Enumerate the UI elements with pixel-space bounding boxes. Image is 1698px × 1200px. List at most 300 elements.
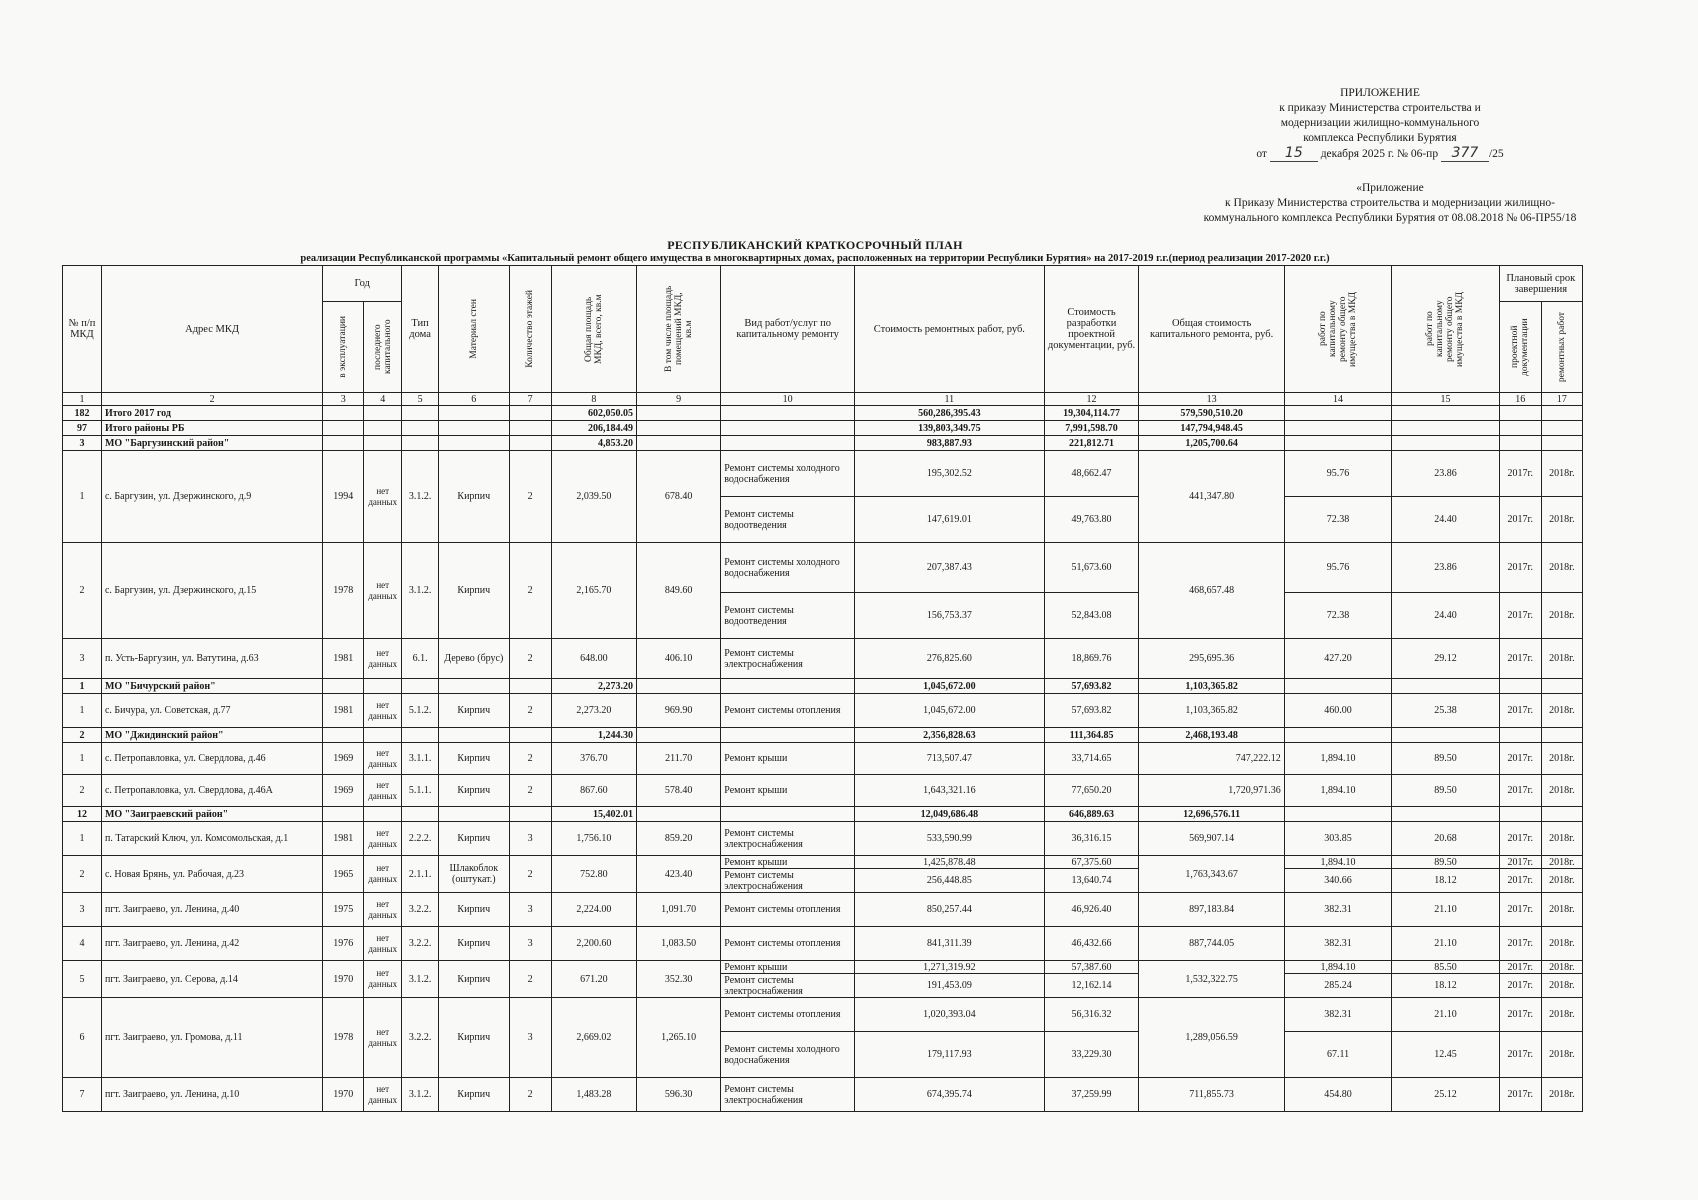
total-row-2017 xyxy=(63,406,1583,421)
unit-docs: 18.12 xyxy=(1392,974,1499,998)
work-type: Ремонт системы холодного водоснабжения xyxy=(721,451,855,497)
district-overall-cost: 1,103,365.82 xyxy=(1139,679,1284,694)
deadline-docs: 2017г. xyxy=(1499,893,1541,927)
house-year: 1981 xyxy=(323,694,364,728)
header-line-3: модернизации жилищно-коммунального xyxy=(1280,117,1480,129)
unit-docs: 25.38 xyxy=(1392,694,1499,728)
table-row xyxy=(63,543,1583,593)
overall-cost: 1,532,322.75 xyxy=(1139,961,1284,998)
unit-docs: 89.50 xyxy=(1392,775,1499,807)
house-num: 2 xyxy=(63,856,102,893)
district-repair-cost: 983,887.93 xyxy=(855,436,1045,451)
house-address: пгт. Заиграево, ул. Ленина, д.40 xyxy=(101,893,322,927)
district-row-bichura xyxy=(63,679,1583,694)
col-header-year: Год xyxy=(323,266,402,302)
unit-repair: 1,894.10 xyxy=(1284,856,1391,869)
house-area: 648.00 xyxy=(551,639,636,679)
house-last-repair: нет данных xyxy=(364,856,402,893)
overall-cost: 711,855.73 xyxy=(1139,1078,1284,1112)
header-line-4: комплекса Республики Бурятия xyxy=(1303,132,1457,144)
total-overall-cost: 147,794,948.45 xyxy=(1139,421,1284,436)
col-number: 15 xyxy=(1392,393,1499,406)
total-row-rb xyxy=(63,421,1583,436)
repair-cost: 1,425,878.48 xyxy=(855,856,1045,869)
unit-docs: 89.50 xyxy=(1392,743,1499,775)
deadline-works: 2018г. xyxy=(1541,998,1582,1032)
col-header-year-last-repair: последнего капитального xyxy=(364,302,402,393)
house-address: с. Бичура, ул. Советская, д.77 xyxy=(101,694,322,728)
deadline-docs: 2017г. xyxy=(1499,743,1541,775)
house-last-repair: нет данных xyxy=(364,822,402,856)
unit-repair: 382.31 xyxy=(1284,893,1391,927)
house-area: 2,165.70 xyxy=(551,543,636,639)
house-year: 1976 xyxy=(323,927,364,961)
district-label: МО "Заиграевский район" xyxy=(101,807,322,822)
house-material: Кирпич xyxy=(439,775,510,807)
overall-cost: 897,183.84 xyxy=(1139,893,1284,927)
house-type: 3.1.2. xyxy=(402,451,439,543)
house-address: пгт. Заиграево, ул. Серова, д.14 xyxy=(101,961,322,998)
house-last-repair: нет данных xyxy=(364,543,402,639)
deadline-docs: 2017г. xyxy=(1499,639,1541,679)
house-material: Кирпич xyxy=(439,998,510,1078)
order-prefix: от xyxy=(1256,148,1267,160)
house-num: 2 xyxy=(63,543,102,639)
house-type: 3.2.2. xyxy=(402,893,439,927)
overall-cost: 1,763,343.67 xyxy=(1139,856,1284,893)
col-number: 7 xyxy=(509,393,551,406)
column-numbers-row xyxy=(63,393,1583,406)
overall-cost: 468,657.48 xyxy=(1139,543,1284,639)
col-header-area-rooms: В том числе площадь помещений МКД, кв.м xyxy=(637,266,721,393)
col-number: 1 xyxy=(63,393,102,406)
annex-line-2: к Приказу Министерства строительства и модернизации жилищно- xyxy=(1225,197,1555,209)
deadline-docs: 2017г. xyxy=(1499,822,1541,856)
deadline-works: 2018г. xyxy=(1541,961,1582,974)
deadline-works: 2018г. xyxy=(1541,639,1582,679)
house-year: 1965 xyxy=(323,856,364,893)
repair-cost: 276,825.60 xyxy=(855,639,1045,679)
work-type: Ремонт крыши xyxy=(721,743,855,775)
house-year: 1981 xyxy=(323,639,364,679)
house-num: 7 xyxy=(63,1078,102,1112)
table-row xyxy=(63,743,1583,775)
house-num: 1 xyxy=(63,743,102,775)
house-area: 752.80 xyxy=(551,856,636,893)
repair-cost: 1,643,321.16 xyxy=(855,775,1045,807)
deadline-works: 2018г. xyxy=(1541,451,1582,497)
house-area: 1,756.10 xyxy=(551,822,636,856)
house-floors: 2 xyxy=(509,743,551,775)
district-repair-cost: 1,045,672.00 xyxy=(855,679,1045,694)
deadline-works: 2018г. xyxy=(1541,543,1582,593)
house-num: 1 xyxy=(63,694,102,728)
house-material: Кирпич xyxy=(439,743,510,775)
docs-cost: 57,387.60 xyxy=(1044,961,1139,974)
house-address: п. Татарский Ключ, ул. Комсомольская, д.1 xyxy=(101,822,322,856)
work-type: Ремонт крыши xyxy=(721,856,855,869)
overall-cost: 1,289,056.59 xyxy=(1139,998,1284,1078)
house-area: 2,224.00 xyxy=(551,893,636,927)
overall-cost: 747,222.12 xyxy=(1139,743,1284,775)
overall-cost: 1,103,365.82 xyxy=(1139,694,1284,728)
house-type: 3.1.2. xyxy=(402,961,439,998)
house-type: 2.2.2. xyxy=(402,822,439,856)
district-overall-cost: 2,468,193.48 xyxy=(1139,728,1284,743)
col-number: 3 xyxy=(323,393,364,406)
unit-repair: 382.31 xyxy=(1284,927,1391,961)
house-year: 1975 xyxy=(323,893,364,927)
house-area: 2,669.02 xyxy=(551,998,636,1078)
work-type: Ремонт системы электроснабжения xyxy=(721,869,855,893)
house-rooms-area: 859.20 xyxy=(637,822,721,856)
docs-cost: 57,693.82 xyxy=(1044,694,1139,728)
col-number: 14 xyxy=(1284,393,1391,406)
docs-cost: 33,229.30 xyxy=(1044,1032,1139,1078)
house-rooms-area: 211.70 xyxy=(637,743,721,775)
overall-cost: 1,720,971.36 xyxy=(1139,775,1284,807)
deadline-works: 2018г. xyxy=(1541,1032,1582,1078)
district-label: МО "Джидинский район" xyxy=(101,728,322,743)
work-type: Ремонт системы электроснабжения xyxy=(721,822,855,856)
document-subtitle: реализации Республиканской программы «Капитальный ремонт общего имущества в многоквартирных домах, расположенных на территории Республики Бурятия» на 2017-2019 г.г.(период реализации 2017-2020 г.г.) xyxy=(300,253,1330,264)
house-year: 1970 xyxy=(323,1078,364,1112)
house-year: 1969 xyxy=(323,743,364,775)
district-docs-cost: 646,889.63 xyxy=(1044,807,1139,822)
col-number: 10 xyxy=(721,393,855,406)
house-type: 3.1.2. xyxy=(402,1078,439,1112)
docs-cost: 13,640.74 xyxy=(1044,869,1139,893)
house-num: 3 xyxy=(63,893,102,927)
table-row xyxy=(63,775,1583,807)
house-last-repair: нет данных xyxy=(364,1078,402,1112)
docs-cost: 18,869.76 xyxy=(1044,639,1139,679)
unit-repair: 285.24 xyxy=(1284,974,1391,998)
annex-line-3: коммунального комплекса Республики Бурятия от 08.08.2018 № 06-ПР55/18 xyxy=(1203,212,1577,224)
house-rooms-area: 1,083.50 xyxy=(637,927,721,961)
house-floors: 2 xyxy=(509,961,551,998)
repair-cost: 674,395.74 xyxy=(855,1078,1045,1112)
col-number: 6 xyxy=(439,393,510,406)
col-header-area-total: Общая площадь МКД, всего, кв.м xyxy=(551,266,636,393)
house-rooms-area: 849.60 xyxy=(637,543,721,639)
unit-repair: 72.38 xyxy=(1284,593,1391,639)
deadline-works: 2018г. xyxy=(1541,1078,1582,1112)
unit-repair: 460.00 xyxy=(1284,694,1391,728)
deadline-docs: 2017г. xyxy=(1499,543,1541,593)
header-line-2: к приказу Министерства строительства и xyxy=(1279,102,1481,114)
unit-repair: 1,894.10 xyxy=(1284,743,1391,775)
total-overall-cost: 579,590,510.20 xyxy=(1139,406,1284,421)
unit-repair: 95.76 xyxy=(1284,543,1391,593)
house-last-repair: нет данных xyxy=(364,998,402,1078)
docs-cost: 67,375.60 xyxy=(1044,856,1139,869)
total-label: Итого районы РБ xyxy=(101,421,322,436)
docs-cost: 52,843.08 xyxy=(1044,593,1139,639)
repair-cost: 195,302.52 xyxy=(855,451,1045,497)
work-type: Ремонт системы водоотведения xyxy=(721,593,855,639)
house-type: 3.2.2. xyxy=(402,927,439,961)
district-count: 12 xyxy=(63,807,102,822)
house-type: 6.1. xyxy=(402,639,439,679)
deadline-docs: 2017г. xyxy=(1499,1032,1541,1078)
col-number: 12 xyxy=(1044,393,1139,406)
table-row xyxy=(63,1078,1583,1112)
deadline-works: 2018г. xyxy=(1541,822,1582,856)
col-number: 2 xyxy=(101,393,322,406)
col-number: 16 xyxy=(1499,393,1541,406)
district-repair-cost: 2,356,828.63 xyxy=(855,728,1045,743)
house-material: Кирпич xyxy=(439,961,510,998)
house-rooms-area: 352.30 xyxy=(637,961,721,998)
district-count: 3 xyxy=(63,436,102,451)
deadline-works: 2018г. xyxy=(1541,775,1582,807)
deadline-docs: 2017г. xyxy=(1499,974,1541,998)
total-count: 97 xyxy=(63,421,102,436)
repair-cost: 207,387.43 xyxy=(855,543,1045,593)
deadline-works: 2018г. xyxy=(1541,974,1582,998)
repair-cost: 841,311.39 xyxy=(855,927,1045,961)
house-area: 867.60 xyxy=(551,775,636,807)
house-num: 1 xyxy=(63,451,102,543)
house-rooms-area: 596.30 xyxy=(637,1078,721,1112)
table-row xyxy=(63,893,1583,927)
docs-cost: 12,162.14 xyxy=(1044,974,1139,998)
house-address: п. Усть-Баргузин, ул. Ватутина, д.63 xyxy=(101,639,322,679)
col-header-deadline: Плановый срок завершения xyxy=(1499,266,1582,302)
house-type: 2.1.1. xyxy=(402,856,439,893)
house-last-repair: нет данных xyxy=(364,961,402,998)
unit-docs: 12.45 xyxy=(1392,1032,1499,1078)
deadline-docs: 2017г. xyxy=(1499,856,1541,869)
unit-repair: 1,894.10 xyxy=(1284,961,1391,974)
overall-cost: 441,347.80 xyxy=(1139,451,1284,543)
house-year: 1969 xyxy=(323,775,364,807)
col-number: 8 xyxy=(551,393,636,406)
unit-repair: 382.31 xyxy=(1284,998,1391,1032)
total-repair-cost: 139,803,349.75 xyxy=(855,421,1045,436)
house-material: Кирпич xyxy=(439,543,510,639)
district-docs-cost: 221,812.71 xyxy=(1044,436,1139,451)
total-label: Итого 2017 год xyxy=(101,406,322,421)
document-title: РЕСПУБЛИКАНСКИЙ КРАТКОСРОЧНЫЙ ПЛАН xyxy=(667,238,963,252)
work-type: Ремонт системы отопления xyxy=(721,998,855,1032)
work-type: Ремонт системы отопления xyxy=(721,893,855,927)
work-type: Ремонт системы холодного водоснабжения xyxy=(721,1032,855,1078)
house-material: Кирпич xyxy=(439,927,510,961)
house-address: пгт. Заиграево, ул. Громова, д.11 xyxy=(101,998,322,1078)
house-floors: 2 xyxy=(509,775,551,807)
district-repair-cost: 12,049,686.48 xyxy=(855,807,1045,822)
unit-repair: 67.11 xyxy=(1284,1032,1391,1078)
repair-cost: 1,045,672.00 xyxy=(855,694,1045,728)
deadline-docs: 2017г. xyxy=(1499,961,1541,974)
table-row xyxy=(63,927,1583,961)
work-type: Ремонт системы водоотведения xyxy=(721,497,855,543)
docs-cost: 48,662.47 xyxy=(1044,451,1139,497)
repair-cost: 533,590.99 xyxy=(855,822,1045,856)
house-floors: 3 xyxy=(509,998,551,1078)
unit-repair: 303.85 xyxy=(1284,822,1391,856)
district-count: 2 xyxy=(63,728,102,743)
col-header-deadline-docs: проектной документации xyxy=(1499,302,1541,393)
order-reference xyxy=(1130,146,1630,162)
docs-cost: 49,763.80 xyxy=(1044,497,1139,543)
header-line-1: ПРИЛОЖЕНИЕ xyxy=(1340,87,1420,99)
district-area: 4,853.20 xyxy=(551,436,636,451)
house-last-repair: нет данных xyxy=(364,893,402,927)
docs-cost: 77,650.20 xyxy=(1044,775,1139,807)
col-header-year-exploit: в эксплуатации xyxy=(323,302,364,393)
repair-cost: 850,257.44 xyxy=(855,893,1045,927)
repair-cost: 713,507.47 xyxy=(855,743,1045,775)
district-label: МО "Бичурский район" xyxy=(101,679,322,694)
table-row xyxy=(63,856,1583,869)
deadline-works: 2018г. xyxy=(1541,743,1582,775)
col-header-cost-docs: Стоимость разработки проектной документации, руб. xyxy=(1044,266,1139,393)
table-row xyxy=(63,639,1583,679)
order-middle: декабря 2025 г. № 06-пр xyxy=(1320,148,1439,160)
col-header-deadline-works: ремонтных работ xyxy=(1541,302,1582,393)
district-area: 15,402.01 xyxy=(551,807,636,822)
repair-cost: 147,619.01 xyxy=(855,497,1045,543)
house-type: 5.1.2. xyxy=(402,694,439,728)
deadline-works: 2018г. xyxy=(1541,869,1582,893)
house-area: 671.20 xyxy=(551,961,636,998)
house-floors: 3 xyxy=(509,893,551,927)
col-header-work-type: Вид работ/услуг по капитальному ремонту xyxy=(721,266,855,393)
house-material: Кирпич xyxy=(439,1078,510,1112)
total-docs-cost: 7,991,598.70 xyxy=(1044,421,1139,436)
house-num: 4 xyxy=(63,927,102,961)
col-header-num: № п/п МКД xyxy=(63,266,102,393)
house-floors: 2 xyxy=(509,543,551,639)
house-floors: 2 xyxy=(509,694,551,728)
house-floors: 2 xyxy=(509,1078,551,1112)
unit-repair: 72.38 xyxy=(1284,497,1391,543)
deadline-works: 2018г. xyxy=(1541,497,1582,543)
unit-repair: 340.66 xyxy=(1284,869,1391,893)
work-type: Ремонт системы электроснабжения xyxy=(721,639,855,679)
repair-cost: 191,453.09 xyxy=(855,974,1045,998)
docs-cost: 46,432.66 xyxy=(1044,927,1139,961)
table-header xyxy=(63,266,1583,406)
district-row-dzhida xyxy=(63,728,1583,743)
house-area: 1,483.28 xyxy=(551,1078,636,1112)
unit-docs: 89.50 xyxy=(1392,856,1499,869)
house-floors: 3 xyxy=(509,822,551,856)
deadline-docs: 2017г. xyxy=(1499,775,1541,807)
col-number: 11 xyxy=(855,393,1045,406)
house-last-repair: нет данных xyxy=(364,927,402,961)
total-repair-cost: 560,286,395.43 xyxy=(855,406,1045,421)
work-type: Ремонт крыши xyxy=(721,961,855,974)
total-area: 602,050.05 xyxy=(551,406,636,421)
col-header-per-m2-docs: работ по капитальному ремонту общего имущества в МКД xyxy=(1392,266,1499,393)
deadline-docs: 2017г. xyxy=(1499,998,1541,1032)
district-docs-cost: 111,364.85 xyxy=(1044,728,1139,743)
work-type: Ремонт крыши xyxy=(721,775,855,807)
overall-cost: 295,695.36 xyxy=(1139,639,1284,679)
annex-line-1: «Приложение xyxy=(1356,182,1424,194)
deadline-works: 2018г. xyxy=(1541,694,1582,728)
order-header xyxy=(1130,86,1630,162)
table-row xyxy=(63,961,1583,974)
work-type: Ремонт системы электроснабжения xyxy=(721,974,855,998)
total-count: 182 xyxy=(63,406,102,421)
col-header-material: Материал стен xyxy=(439,266,510,393)
col-number: 9 xyxy=(637,393,721,406)
unit-docs: 20.68 xyxy=(1392,822,1499,856)
house-area: 2,200.60 xyxy=(551,927,636,961)
house-material: Шлакоблок (оштукат.) xyxy=(439,856,510,893)
house-area: 2,039.50 xyxy=(551,451,636,543)
house-rooms-area: 578.40 xyxy=(637,775,721,807)
col-number: 5 xyxy=(402,393,439,406)
district-docs-cost: 57,693.82 xyxy=(1044,679,1139,694)
unit-docs: 23.86 xyxy=(1392,451,1499,497)
docs-cost: 37,259.99 xyxy=(1044,1078,1139,1112)
unit-docs: 24.40 xyxy=(1392,497,1499,543)
house-address: с. Баргузин, ул. Дзержинского, д.9 xyxy=(101,451,322,543)
district-label: МО "Баргузинский район" xyxy=(101,436,322,451)
order-number-handwritten: 377 xyxy=(1441,146,1489,162)
house-floors: 2 xyxy=(509,639,551,679)
col-header-address: Адрес МКД xyxy=(101,266,322,393)
docs-cost: 36,316.15 xyxy=(1044,822,1139,856)
house-area: 376.70 xyxy=(551,743,636,775)
house-rooms-area: 969.90 xyxy=(637,694,721,728)
order-day-handwritten: 15 xyxy=(1270,146,1318,162)
house-floors: 2 xyxy=(509,856,551,893)
house-rooms-area: 1,091.70 xyxy=(637,893,721,927)
col-header-per-m2-repair: работ по капитальному ремонту общего имущества в МКД xyxy=(1284,266,1391,393)
docs-cost: 51,673.60 xyxy=(1044,543,1139,593)
repair-cost: 179,117.93 xyxy=(855,1032,1045,1078)
overall-cost: 887,744.05 xyxy=(1139,927,1284,961)
col-header-floors: Количество этажей xyxy=(509,266,551,393)
house-last-repair: нет данных xyxy=(364,775,402,807)
col-number: 4 xyxy=(364,393,402,406)
district-count: 1 xyxy=(63,679,102,694)
unit-docs: 29.12 xyxy=(1392,639,1499,679)
district-overall-cost: 1,205,700.64 xyxy=(1139,436,1284,451)
house-floors: 3 xyxy=(509,927,551,961)
col-header-cost-total: Общая стоимость капитального ремонта, руб. xyxy=(1139,266,1284,393)
house-year: 1994 xyxy=(323,451,364,543)
col-number: 17 xyxy=(1541,393,1582,406)
table-row xyxy=(63,451,1583,497)
house-address: с. Новая Брянь, ул. Рабочая, д.23 xyxy=(101,856,322,893)
col-number: 13 xyxy=(1139,393,1284,406)
order-suffix: /25 xyxy=(1488,148,1504,160)
unit-repair: 454.80 xyxy=(1284,1078,1391,1112)
house-year: 1970 xyxy=(323,961,364,998)
deadline-docs: 2017г. xyxy=(1499,451,1541,497)
unit-docs: 85.50 xyxy=(1392,961,1499,974)
table-row xyxy=(63,694,1583,728)
house-year: 1981 xyxy=(323,822,364,856)
house-address: с. Баргузин, ул. Дзержинского, д.15 xyxy=(101,543,322,639)
deadline-docs: 2017г. xyxy=(1499,694,1541,728)
house-rooms-area: 678.40 xyxy=(637,451,721,543)
unit-repair: 95.76 xyxy=(1284,451,1391,497)
work-type: Ремонт системы отопления xyxy=(721,927,855,961)
house-type: 5.1.1. xyxy=(402,775,439,807)
house-material: Кирпич xyxy=(439,694,510,728)
house-address: с. Петропавловка, ул. Свердлова, д.46А xyxy=(101,775,322,807)
work-type: Ремонт системы электроснабжения xyxy=(721,1078,855,1112)
